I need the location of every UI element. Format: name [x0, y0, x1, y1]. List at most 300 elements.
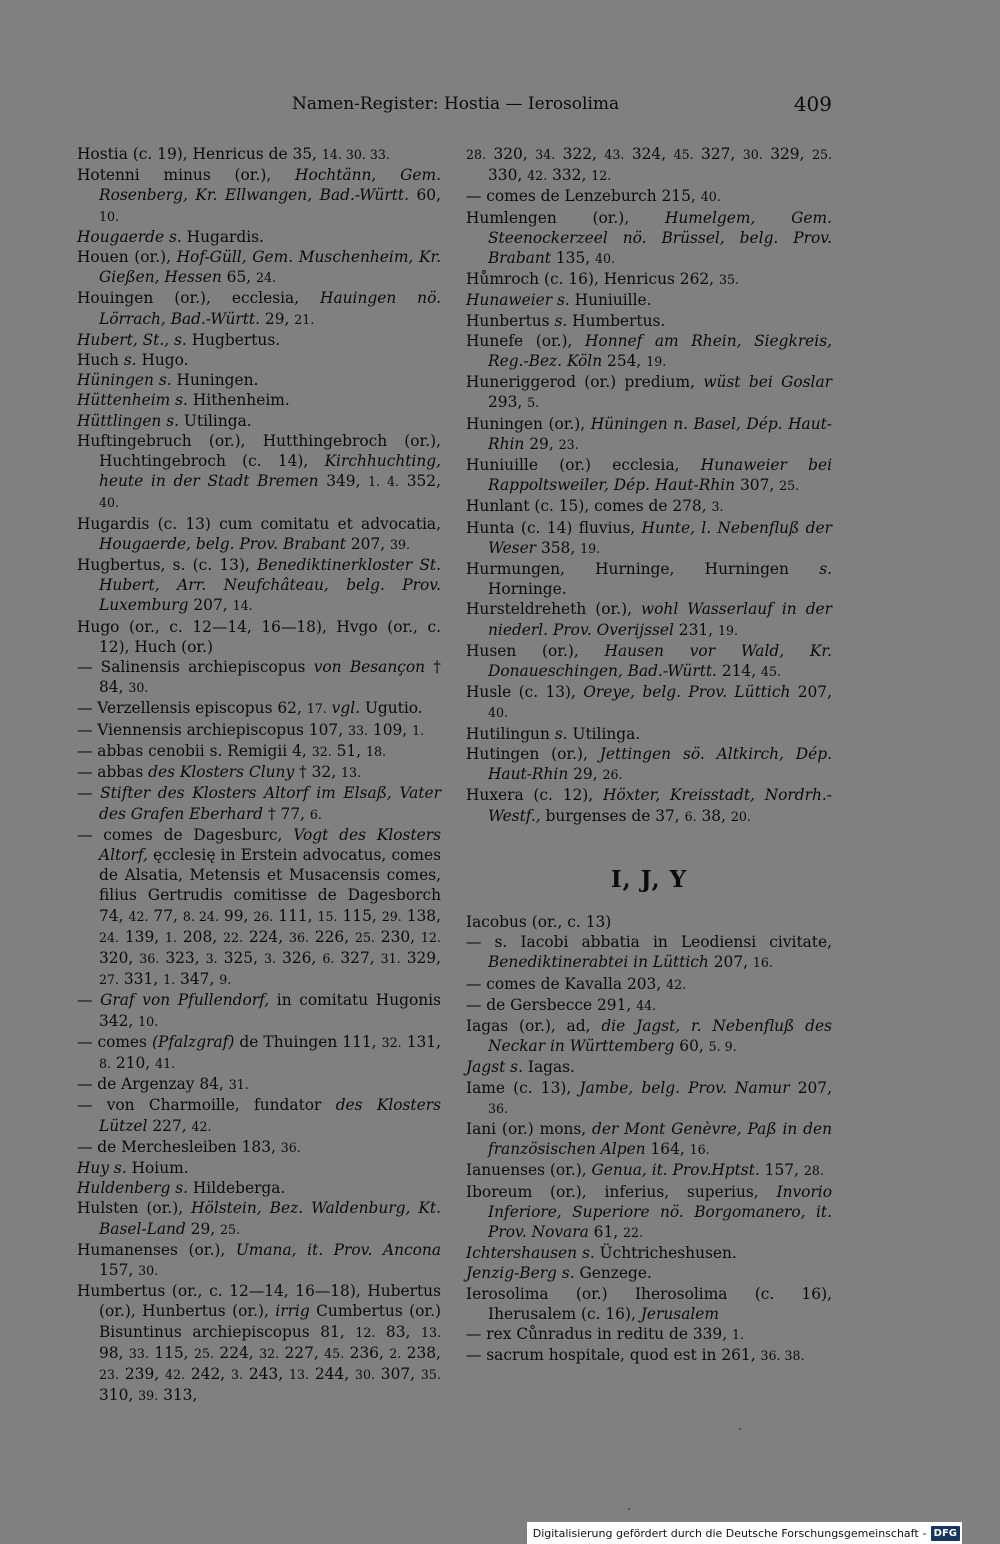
entry-line-ref: 22. [222, 929, 243, 945]
entry-line-ref: 16. [752, 955, 773, 971]
entry-text: — [77, 784, 101, 803]
entry-text: 227, [147, 1116, 192, 1135]
entry-text: Hugo. [136, 351, 189, 370]
index-entry [77, 288, 441, 329]
entry-text: Hugo (or., c. 12—14, 16—18), Hvgo (or., c. 12), Huch (or.) [77, 617, 441, 656]
index-entry [466, 269, 832, 290]
entry-italic-text: Humelgem, Gem. Steenockerzeel nö. Brüssel, belg. Prov. Brabant [488, 208, 832, 268]
index-entry [77, 990, 441, 1031]
entry-line-ref: 33. [347, 722, 369, 738]
entry-text: Iacobus (or., c. 13) [466, 912, 612, 931]
index-entry [77, 657, 441, 698]
entry-text: Hoium. [126, 1158, 189, 1177]
entry-line-ref: 21. [294, 311, 315, 327]
entry-text: 327, [693, 145, 743, 163]
entry-text: 29, [524, 434, 559, 453]
entry-line-ref: 23. [99, 1366, 120, 1382]
entry-text: — comes de Kavalla 203, [466, 974, 667, 993]
entry-text: 29, [568, 765, 603, 784]
entry-text: Husle (c. 13), [466, 683, 584, 702]
entry-line-ref: 31. [228, 1077, 249, 1093]
entry-italic-text: s. [554, 311, 568, 330]
entry-text: 326, [276, 948, 323, 967]
entry-text: 243, [243, 1364, 289, 1383]
entry-text: Huftingebruch (or.), Hutthingebroch (or.), Huchtingebroch (c. 14), [77, 431, 441, 471]
right-column-top-entries [466, 144, 832, 827]
entry-line-ref: 30. [128, 680, 149, 696]
entry-line-ref: 25. [220, 1221, 241, 1237]
entry-text: 323, [159, 948, 206, 967]
entry-line-ref: 12. [355, 1324, 376, 1340]
entry-italic-text: Kirchhuchting, heute in der Stadt Bremen [99, 452, 441, 491]
index-entry [466, 496, 832, 517]
entry-text: 210, [111, 1053, 156, 1072]
entry-italic-text: Jenzig-Berg s. [466, 1264, 575, 1283]
entry-line-ref: 39. [390, 536, 411, 552]
entry-line-ref: 8. 24. [182, 908, 219, 924]
index-entry [77, 1095, 441, 1136]
entry-text: 98, [99, 1343, 129, 1362]
entry-line-ref: 45. [761, 664, 782, 680]
entry-line-ref: 42. [164, 1366, 186, 1382]
entry-text: Hithenheim. [187, 391, 290, 410]
index-entry [466, 1057, 832, 1077]
entry-text: 111, [273, 906, 318, 925]
index-entry [77, 144, 441, 165]
index-entry [77, 431, 441, 514]
entry-line-ref: 25. [354, 929, 375, 945]
entry-italic-text: Ichtershausen s. [466, 1244, 595, 1263]
entry-text: 352, [399, 472, 441, 491]
entry-text: Hunlant (c. 15), comes de 278, [466, 497, 712, 516]
entry-text: — rex Cůnradus in reditu de 339, [466, 1324, 732, 1343]
index-entry [77, 1281, 441, 1406]
index-entry [77, 514, 441, 555]
entry-text: Iagas (or.), ad, [466, 1016, 602, 1035]
page-title: Namen-Register: Hostia — Ierosolima [292, 94, 620, 114]
entry-text: 51, [331, 741, 366, 760]
entry-line-ref: 27. [99, 972, 120, 988]
index-entry [466, 311, 832, 331]
entry-line-ref: 25. [779, 478, 800, 494]
index-entry [77, 350, 441, 370]
entry-text: 332, [547, 166, 592, 185]
entry-text: 324, [624, 145, 674, 163]
running-head [0, 94, 1000, 118]
entry-text: ęcclesię in Erstein advocatus, comes de Alsatia, Metensis et Musacensis comes, filius Gertrudis comitisse de Dagesborch 74, [99, 845, 441, 925]
entry-text: burgenses de 37, [540, 806, 685, 825]
entry-italic-text: der Mont Genèvre, Paß in den französischen Alpen [488, 1119, 832, 1159]
index-entry [466, 559, 832, 599]
entry-line-ref: 19. [646, 354, 667, 370]
entry-text: Utilinga. [179, 411, 252, 430]
index-entry [466, 912, 832, 932]
index-entry [466, 1119, 832, 1160]
index-entry [466, 932, 832, 973]
entry-text: — Verzellensis episcopus 62, [77, 699, 307, 718]
entry-text: 231, [673, 620, 718, 639]
entry-text: Hildeberga. [187, 1179, 286, 1198]
entry-line-ref: 42. [128, 908, 149, 924]
entry-text: 61, [588, 1222, 624, 1241]
entry-text: 236, [344, 1343, 390, 1362]
entry-line-ref: 15. [317, 908, 338, 924]
entry-line-ref: 25. [193, 1345, 214, 1361]
entry-line-ref: 3. [230, 1366, 243, 1382]
index-entry [466, 1016, 832, 1057]
entry-line-ref: 1. [163, 972, 176, 988]
entry-text: 307, [374, 1364, 421, 1383]
entry-text: 29, [260, 309, 295, 328]
entry-text: Cumbertus (or.) Bisuntinus archiepiscopus 81, [99, 1302, 441, 1341]
index-entry [466, 724, 832, 744]
entry-line-ref: 28. [466, 147, 487, 162]
entry-italic-text: Invorio Inferiore, Superiore nö. Borgomanero, it. Prov. Novara [488, 1182, 832, 1241]
entry-text: † 77, [263, 804, 310, 823]
entry-text: — sacrum hospitale, quod est in 261, [466, 1346, 761, 1365]
index-entry [466, 1263, 832, 1283]
entry-text: Hunta (c. 14) fluvius, [466, 518, 642, 537]
entry-text: 115, [148, 1343, 194, 1362]
entry-line-ref: 10. [138, 1013, 159, 1029]
entry-italic-text: Benediktinerkloster St. Hubert, Arr. Neufchâteau, belg. Prov. Luxemburg [99, 556, 441, 615]
entry-line-ref: 2. [389, 1345, 402, 1361]
entry-text: Iame (c. 13), [466, 1078, 580, 1097]
entry-text: 207, [345, 534, 391, 553]
entry-line-ref: 24. [256, 270, 277, 286]
entry-italic-text: Hof-Güll, Gem. Muschenheim, Kr. Gießen, Hessen [99, 248, 441, 287]
entry-line-ref: 30. [138, 1262, 159, 1278]
index-entry [466, 682, 832, 723]
entry-line-ref: 44. [636, 997, 657, 1013]
entry-text: Hugbertus. [186, 330, 281, 349]
index-entry [466, 1182, 832, 1244]
entry-text: 208, [177, 927, 223, 946]
entry-line-ref: 23. [558, 436, 579, 452]
entry-text: 29, [185, 1219, 221, 1238]
entry-italic-text: s. [168, 227, 182, 246]
entry-text: 135, [550, 249, 596, 268]
entry-text: 207, [188, 596, 233, 615]
entry-line-ref: 3. [205, 950, 218, 966]
entry-italic-text: Benediktinerabtei in Lüttich [488, 953, 709, 972]
entry-text: Humbertus (or., c. 12—14, 16—18), Hubertus (or.), Hunbertus (or.), [77, 1282, 441, 1321]
entry-text: Hunbertus [466, 311, 555, 330]
entry-text: 65, [221, 268, 257, 287]
entry-line-ref: 16. [689, 1142, 710, 1158]
entry-line-ref: 40. [700, 189, 721, 205]
entry-text: — Salinensis archiepiscopus [77, 658, 314, 677]
entry-line-ref: 22. [623, 1224, 644, 1240]
entry-text: Huxera (c. 12), [466, 786, 603, 805]
entry-text: Hurmungen, Hurninge, Hurningen [466, 560, 820, 579]
entry-text: 330, [488, 166, 528, 185]
index-entry [466, 785, 832, 826]
entry-text: Hostia (c. 19), Henricus de 35, [77, 145, 322, 163]
entry-italic-text: Oreye, belg. Prov. Lüttich [583, 683, 791, 702]
entry-text: 131, [401, 1032, 441, 1051]
entry-text: 224, [214, 1343, 260, 1362]
entry-text: Iboreum (or.), inferius, superius, [466, 1182, 777, 1201]
entry-line-ref: 36. [288, 929, 309, 945]
entry-italic-text: Hölstein, Bez. Waldenburg, Kt. Basel-Land [99, 1199, 442, 1238]
entry-text: Ianuenses (or.), [466, 1161, 592, 1180]
index-entry [466, 186, 832, 207]
entry-text: 138, [401, 906, 441, 925]
entry-text: 322, [555, 145, 605, 163]
entry-text: † 84, [99, 658, 442, 697]
entry-text: 226, [308, 927, 355, 946]
entry-line-ref: 32. [259, 1345, 280, 1361]
entry-italic-text: Umana, it. Prov. Ancona [235, 1240, 441, 1259]
entry-line-ref: 34. [535, 147, 556, 162]
entry-text: — comes de Lenzeburch 215, [466, 187, 701, 206]
index-entry [77, 720, 441, 741]
entry-line-ref: 1. [412, 722, 425, 738]
index-entry [77, 1240, 441, 1281]
entry-text: Huneriggerod (or.) predium, [466, 373, 704, 392]
entry-text: Huniuille (or.) ecclesia, [466, 456, 701, 475]
entry-text: 38, [696, 806, 731, 825]
entry-line-ref: 30. [742, 147, 763, 162]
entry-line-ref: 42. [666, 976, 687, 992]
index-entry [466, 331, 832, 372]
entry-italic-text: Hüningen s. [77, 371, 172, 390]
entry-text: Houen (or.), [77, 248, 177, 267]
entry-text: 310, [99, 1386, 139, 1405]
entry-text: 207, [790, 683, 832, 702]
entry-text: Hugbertus, s. (c. 13), [77, 556, 258, 575]
index-entry [77, 1074, 441, 1095]
entry-line-ref: 1. 4. [368, 474, 400, 490]
credit-text: Digitalisierung gefördert durch die Deutsche Forschungsgemeinschaft [532, 1526, 919, 1540]
entry-text: 109, [368, 720, 413, 739]
entry-line-ref: 17. [306, 701, 327, 717]
entry-text: 329, [400, 948, 441, 967]
entry-line-ref: 3. [263, 950, 277, 966]
entry-text: Hulsten (or.), [77, 1199, 192, 1218]
entry-italic-text: wüst bei Goslar [703, 373, 833, 392]
entry-line-ref: 5. [527, 395, 540, 411]
entry-line-ref: 14. 30. 33. [321, 147, 390, 162]
entry-italic-text: irrig [275, 1302, 310, 1321]
entry-italic-text: Hochtänn, Gem. Rosenberg, Kr. Ellwangen, Bad.-Württ. [99, 166, 441, 205]
entry-text: 115, [337, 906, 382, 925]
entry-italic-text: Jerusalem [640, 1304, 719, 1323]
entry-text: Hugardis (c. 13) cum comitatu et advocatia, [77, 514, 441, 533]
entry-text: Huningen. [171, 371, 259, 390]
entry-text: Genzege. [574, 1264, 652, 1283]
entry-line-ref: 35. [718, 272, 739, 288]
entry-line-ref: 42. [191, 1118, 212, 1134]
index-entry [466, 1078, 832, 1119]
index-entry [77, 783, 441, 824]
dfg-logo: DFG [931, 1526, 960, 1541]
entry-text: 244, [308, 1364, 355, 1383]
entry-text: Ugutio. [360, 699, 423, 718]
entry-text: † 32, [294, 763, 341, 782]
entry-text: 60, [674, 1037, 709, 1056]
entry-text: — s. Iacobi abbatia in Leodiensi civitate, [466, 933, 832, 952]
entry-line-ref: 45. [673, 147, 694, 162]
entry-line-ref: 45. [324, 1345, 345, 1361]
entry-text: 139, [119, 927, 165, 946]
entry-italic-text: s. [819, 560, 832, 579]
right-column-bottom-entries [466, 912, 832, 1366]
entry-italic-text: Höxter, Kreisstadt, Nordrh.-Westf., [488, 786, 832, 825]
entry-italic-text: Jettingen sö. Altkirch, Dép. Haut-Rhin [488, 744, 832, 784]
entry-line-ref: 12. [420, 929, 441, 945]
entry-line-ref: 39. [138, 1388, 159, 1404]
entry-line-ref: 28. [803, 1163, 824, 1179]
entry-text: Hutingen (or.), [466, 744, 600, 763]
index-entry [466, 995, 832, 1016]
entry-text: 207, [789, 1078, 832, 1097]
entry-line-ref: 32. [311, 743, 332, 759]
entry-text: 157, [759, 1161, 804, 1180]
entry-text: 99, [218, 906, 254, 925]
entry-line-ref: 40. [99, 495, 120, 511]
index-entry [466, 208, 832, 270]
entry-text: Hursteldreheth (or.), [466, 600, 641, 619]
index-entry [466, 744, 832, 785]
entry-line-ref: 40. [488, 705, 509, 721]
index-entry [466, 1243, 832, 1263]
entry-line-ref: 40. [595, 251, 616, 267]
entry-italic-text: Jambe, belg. Prov. Namur [579, 1078, 790, 1097]
index-entry [466, 1345, 832, 1366]
entry-line-ref: 19. [580, 540, 601, 556]
entry-text: Ierosolima (or.) Iherosolima (c. 16), Iherusalem (c. 16), [466, 1284, 832, 1323]
index-entry [466, 1324, 832, 1345]
entry-text: — [77, 991, 101, 1010]
entry-italic-text: des Klosters Cluny [148, 763, 295, 782]
entry-italic-text: Huldenberg s. [77, 1179, 188, 1198]
index-entry [466, 1160, 832, 1181]
entry-text: Houingen (or.), ecclesia, [77, 289, 321, 308]
index-entry [466, 599, 832, 640]
index-entry [77, 1158, 441, 1178]
entry-italic-text: die Jagst, r. Nebenfluß des Neckar in Württemberg [488, 1016, 832, 1056]
entry-text: 331, [119, 970, 164, 989]
entry-text: Huningen (or.), [466, 414, 591, 433]
index-entry [77, 741, 441, 762]
entry-text: — von Charmoille, fundator [77, 1096, 336, 1115]
index-entry [466, 641, 832, 682]
entry-text: 242, [185, 1364, 231, 1383]
entry-text: 60, [408, 186, 441, 205]
index-entry [77, 227, 441, 247]
entry-line-ref: 33. [128, 1345, 149, 1361]
entry-italic-text: Graf von Pfullendorf, [100, 991, 270, 1010]
entry-line-ref: 1. [164, 929, 178, 945]
entry-text: 320, [486, 145, 536, 163]
index-entry [77, 762, 441, 783]
entry-line-ref: 32. [381, 1034, 402, 1050]
entry-line-ref: 13. [420, 1324, 441, 1340]
entry-text: Humlengen (or.), [466, 208, 665, 227]
entry-line-ref: 20. [730, 808, 751, 824]
entry-text: Üchtricheshusen. [594, 1244, 737, 1263]
entry-italic-text: Hüttenheim s. [77, 391, 188, 410]
entry-text: 320, [99, 948, 140, 967]
entry-italic-text: Stifter des Klosters Altorf im Elsaß, Vater des Grafen Eberhard [99, 784, 441, 823]
index-entry [77, 411, 441, 431]
entry-text: — Viennensis archiepiscopus 107, [77, 720, 348, 739]
scan-speck [739, 1428, 741, 1430]
scan-speck [628, 1508, 630, 1510]
entry-line-ref: 36. [280, 1139, 301, 1155]
entry-text: Huch [77, 351, 124, 370]
entry-line-ref: 13. [341, 765, 362, 781]
index-entry [77, 1198, 441, 1239]
index-entry [77, 825, 441, 991]
entry-text: — comes de Dagesburc, [77, 825, 294, 844]
entry-line-ref: 30. [354, 1366, 375, 1382]
index-entry [77, 370, 441, 390]
index-entry [77, 555, 441, 617]
entry-italic-text: Hougaerde, belg. Prov. Brabant [99, 534, 346, 553]
index-entry [77, 165, 441, 227]
index-entry [466, 144, 832, 186]
entry-text: Humbertus. [567, 311, 666, 330]
entry-italic-text: Vogt des Klosters Altorf, [99, 825, 441, 864]
entry-italic-text: Honnef am Rhein, Siegkreis, Reg.-Bez. Köln [488, 331, 833, 371]
entry-text: Hutilingun [466, 724, 555, 743]
entry-text: 83, [375, 1322, 421, 1341]
entry-italic-text: Hüttlingen s. [77, 411, 180, 430]
entry-text: 207, [708, 953, 753, 972]
entry-text: Hůmroch (c. 16), Henricus 262, [466, 270, 719, 289]
index-entry [77, 1178, 441, 1198]
index-entry [466, 1284, 832, 1324]
entry-text: in comitatu Hugonis 342, [99, 991, 441, 1030]
entry-text: 224, [243, 927, 289, 946]
entry-text: 349, [318, 472, 369, 491]
entry-text: 77, [148, 906, 183, 925]
entry-italic-text: des Klosters Lützel [99, 1096, 441, 1135]
entry-text: 227, [279, 1343, 325, 1362]
entry-line-ref: 13. [288, 1366, 309, 1382]
entry-text: 307, [735, 476, 780, 495]
entry-line-ref: 14. [232, 598, 253, 614]
entry-text: Iagas. [522, 1058, 575, 1077]
entry-line-ref: 41. [155, 1055, 176, 1071]
entry-text: Hugardis. [181, 227, 264, 246]
entry-text: 325, [217, 948, 264, 967]
entry-text: 238, [401, 1343, 441, 1362]
entry-italic-text: Hunaweier s. [466, 291, 570, 310]
digitization-credit: Digitalisierung gefördert durch die Deutsche Forschungsgemeinschaft - DFG [527, 1522, 962, 1544]
entry-italic-text: Hunaweier bei Rappoltsweiler, Dép. Haut-Rhin [488, 456, 832, 495]
index-entry [77, 330, 441, 350]
entry-italic-text: Jagst s. [466, 1058, 523, 1077]
entry-text: — abbas cenobii s. Remigii 4, [77, 741, 312, 760]
entry-line-ref: 1. [731, 1326, 745, 1342]
index-entry [466, 455, 832, 496]
entry-italic-text: s. [554, 724, 568, 743]
entry-line-ref: 10. [99, 208, 120, 224]
index-entry [77, 1137, 441, 1158]
entry-line-ref: 31. [380, 950, 401, 966]
entry-italic-text: (Pfalzgraf) [152, 1032, 235, 1051]
entry-italic-text: Huy s. [77, 1158, 127, 1177]
entry-text: Humanenses (or.), [77, 1240, 236, 1259]
entry-text: Horninge. [488, 580, 567, 599]
entry-line-ref: 9. [219, 972, 232, 988]
entry-text: 347, [175, 970, 220, 989]
entry-line-ref: 26. [602, 767, 623, 783]
